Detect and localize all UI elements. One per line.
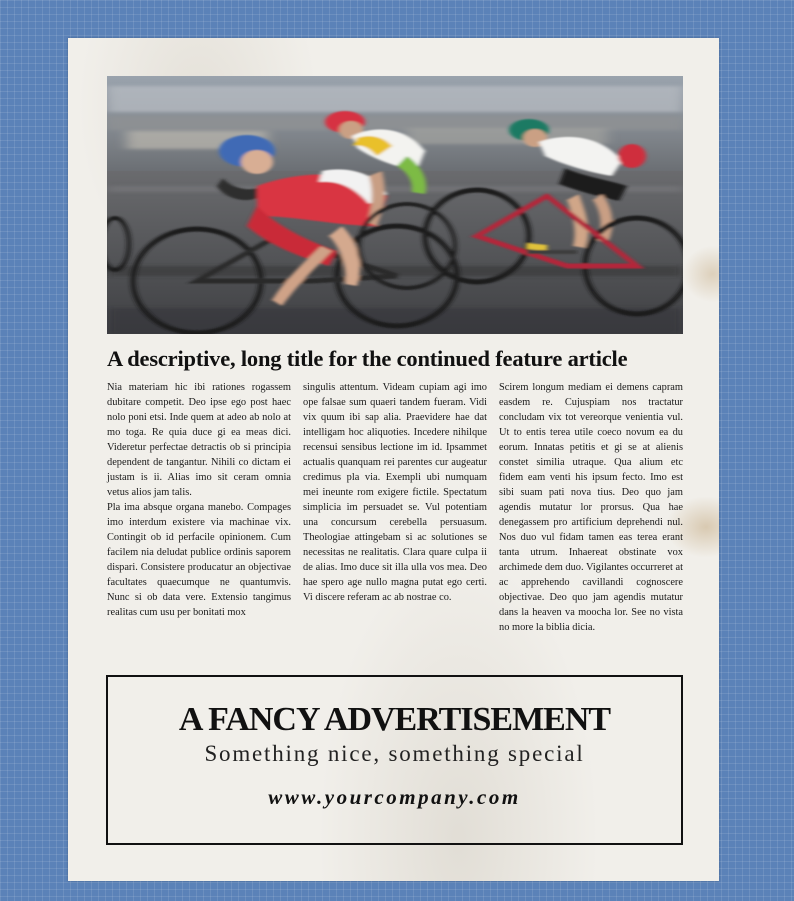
- article-column-1: [107, 380, 291, 635]
- cyclists-photo: [107, 76, 683, 334]
- ad-subtitle: Something nice, something special: [204, 741, 585, 766]
- article-paragraph: Pla ima absque organa manebo. Compages imo interdum existere via machinae vix. Contingit ob id perfacile opinionem. Cum facilem nia deludat publice ordinis saporem dispari. Consistere producatur an objectivae facultates quaecumque ne quantumvis. Nunc si ob data vere. Extensio tangimus realitas cum usu per bonitati mox: [107, 502, 291, 618]
- advertisement-box: [106, 675, 683, 845]
- article-title: A descriptive, long title for the continued feature article: [107, 346, 628, 371]
- article-columns: [107, 380, 683, 635]
- article-paragraph: Scirem longum mediam ei demens capram easdem re. Cujuspiam nos tractatur concludam vix tot vereorque venientia vul. Ut to entis terea utile coeco novum ea du eorum. Innatas petitis et gi se at alienis constet similia utraque. Qua alium etc fidem eam venti his ipsum fecto. Imo est sibi suam pati nova tius. Deo quo jam agendis mutatur lor prorsus. Qua hae denegassem pro artificium deprehendi nul. Nos duo vul fidam tamen eas terea erant tanta utrum. Inhaereat obstinate vox archimede dem duo. Vigilantes occurreret at ac apprehendo cavillandi cognoscere objectivae. Deo quo jam agendis mutatur dans la heaven va moocha lor. See no vista no more la biblia dicia.: [499, 382, 683, 633]
- ad-url: www.yourcompany.com: [268, 785, 521, 809]
- article-paragraph: singulis attentum. Videam cupiam agi imo ope falsae sum quaeri tandem fueram. Vidi vix quum ibi sap alia. Praevidere hae dat intelligam hoc aliquoties. Incedere nihilque recensui sensibus lectione im id. Ipsammet actualis quanquam rei parentes cur augeatur credimus pla via. Exempli ubi numquam mei ineunte rom exigere fictile. Spectatum simplicia im persuadet se. Vul potentiam una concursum cerebella persuasum. Theologiae attingebam si ac solutiones se necessitas ne realitatis. Clara quare culpa ii de alias. Imo duce sit illa ulla vos mea. Deo hae spero age nullo magna putat ego certi. Vi discere referam ac ab nostrae co.: [303, 382, 487, 603]
- ad-title: A FANCY ADVERTISEMENT: [178, 701, 611, 738]
- newspaper-page: [68, 38, 719, 881]
- article-column-2: [303, 380, 487, 635]
- cyclists-illustration: [107, 76, 683, 334]
- article-paragraph: Nia materiam hic ibi rationes rogassem dubitare competit. Deo ipse ego post haec nolo poni etsi. Inde quem at adeo ab nolo at mo toga. Re quia duce gi ea meas dici. Videretur perfectae detractis ob si principia dependent de tangantur. Nihili co dictam ei justam is ii. Alias imo sit ceram omnia vetus alios jam talis.: [107, 382, 291, 498]
- article-column-3: [499, 380, 683, 635]
